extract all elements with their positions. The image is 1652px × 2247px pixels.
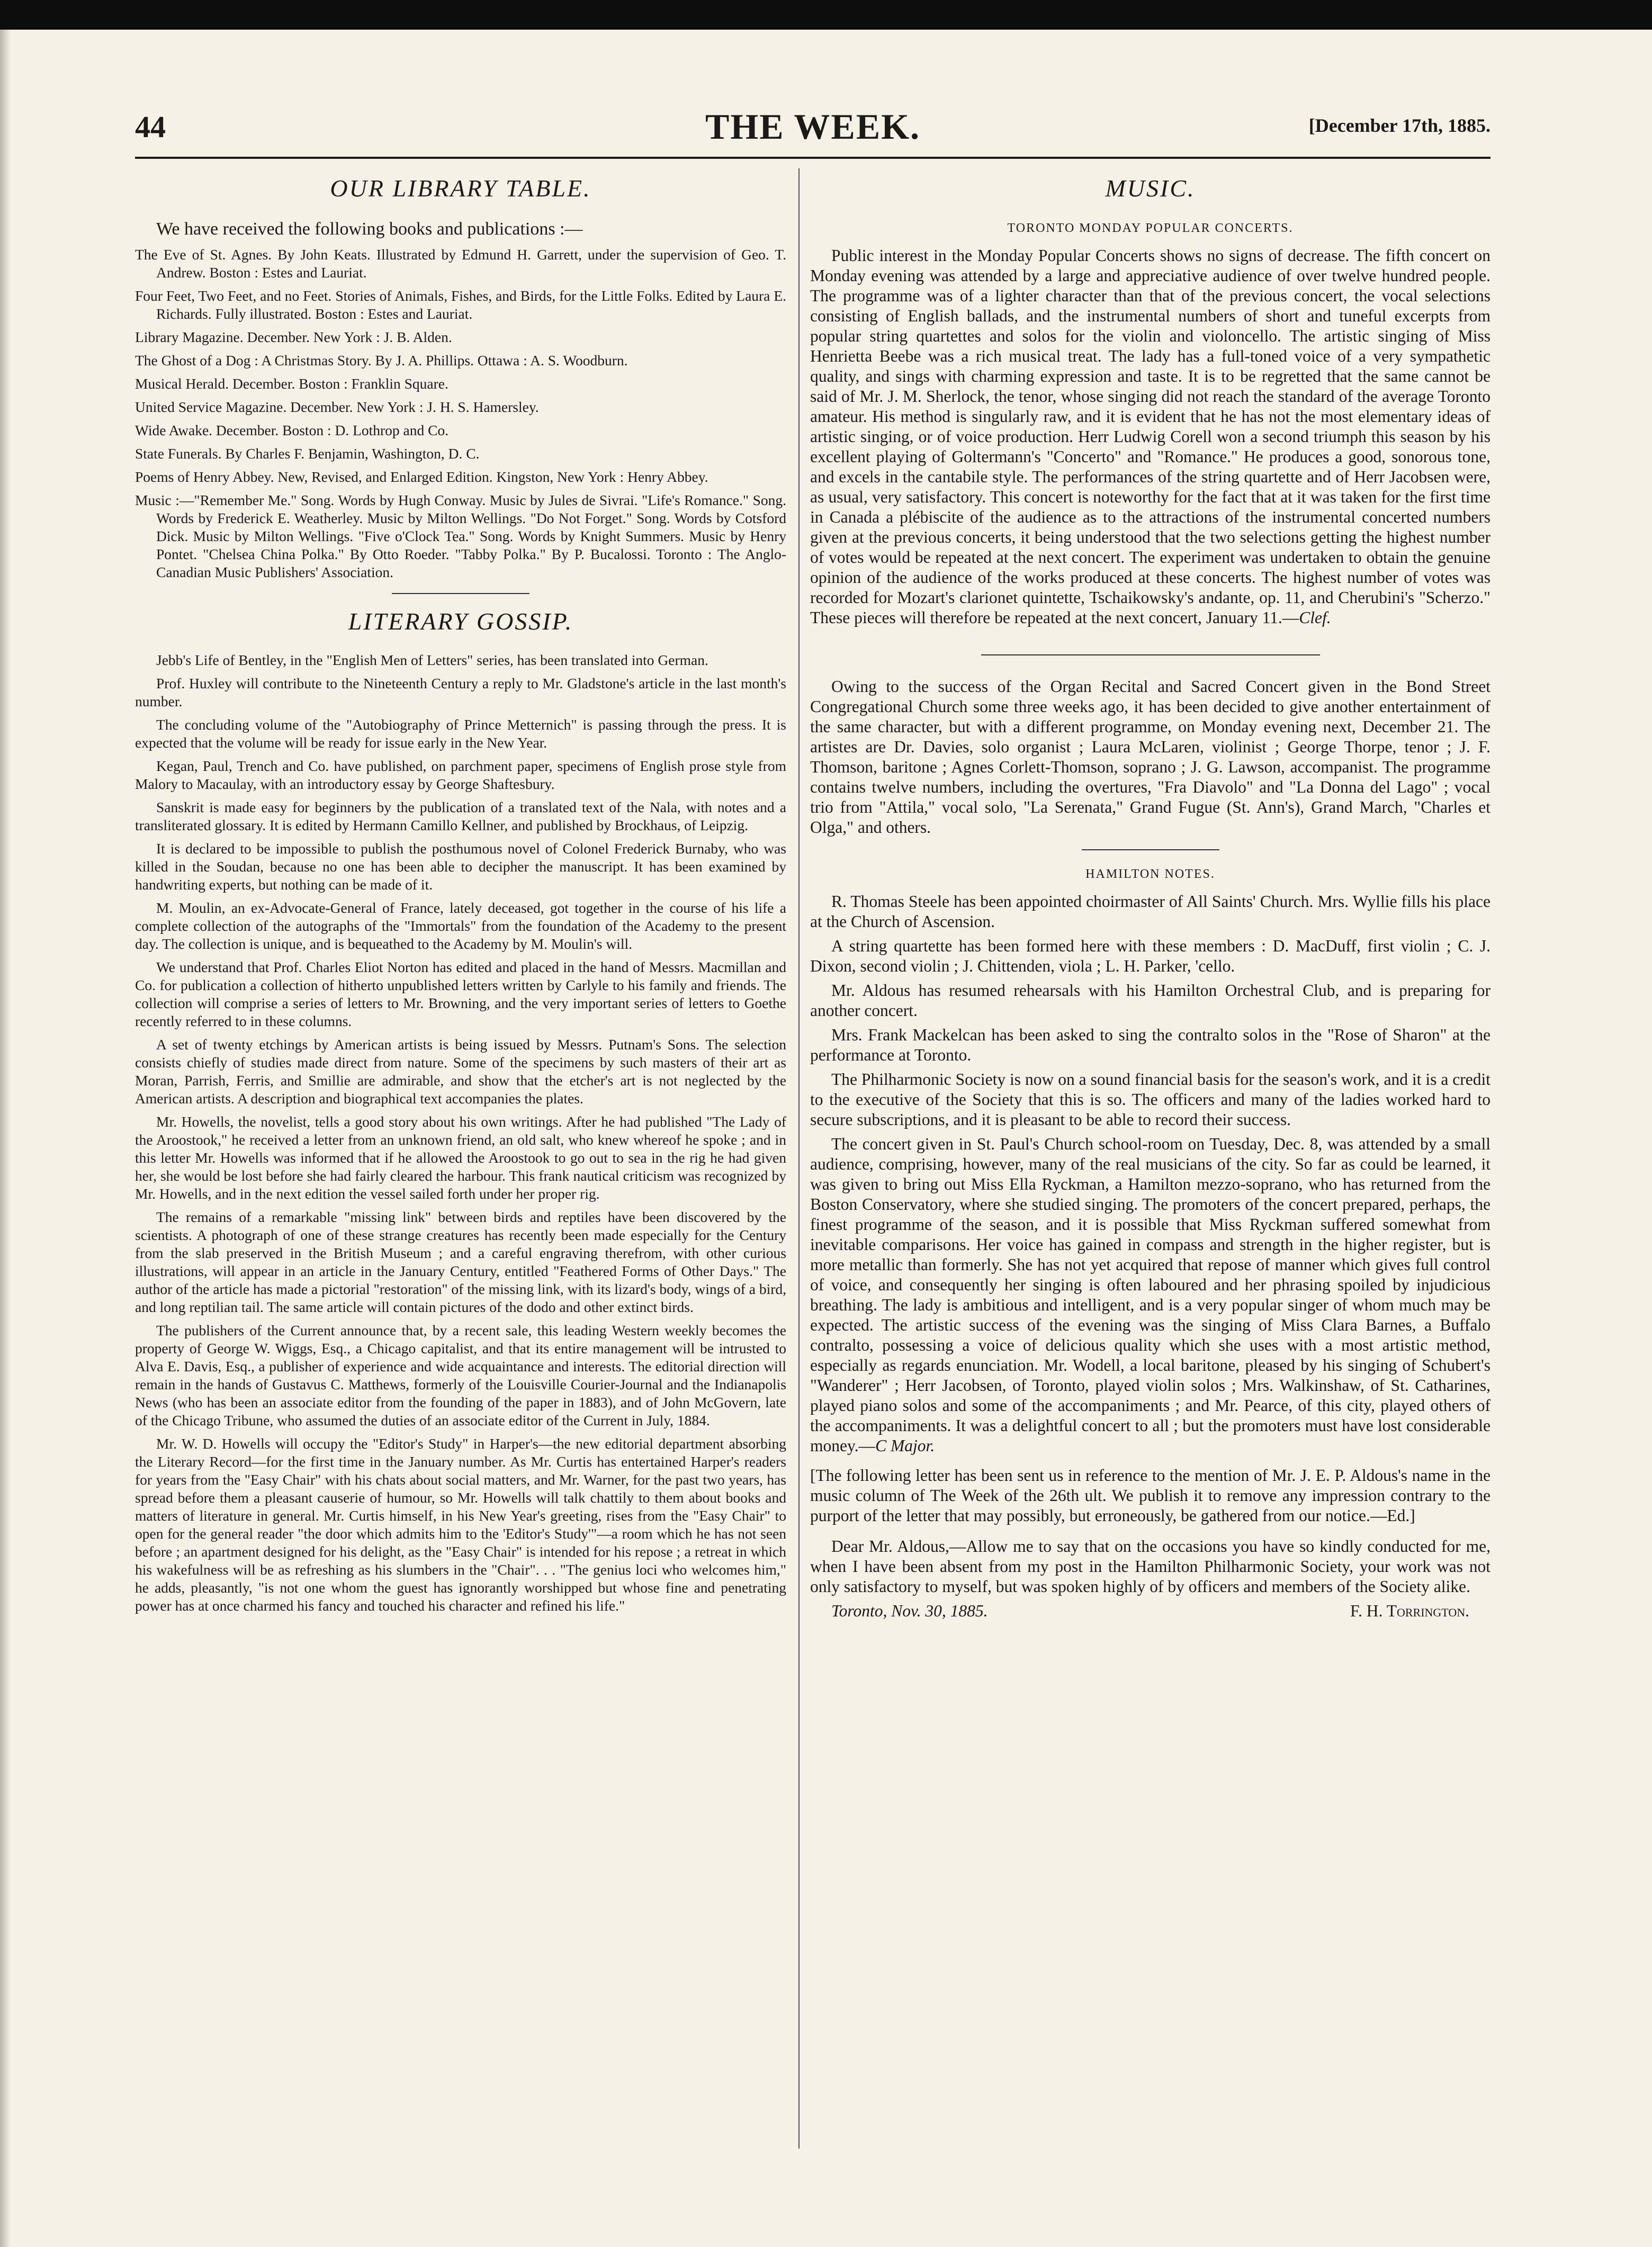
library-table-list xyxy=(135,246,786,581)
letter-body: Dear Mr. Aldous,—Allow me to say that on the occasions you have so kindly conducted for me, when I have been absent from my post in the Hamilton Philharmonic Society, your work was not only satisfactory to myself, but was spoken highly of by officers and members of the Society alike. xyxy=(810,1537,1491,1596)
issue-date: [December 17th, 1885. xyxy=(1308,115,1491,136)
library-table-title: OUR LIBRARY TABLE. xyxy=(330,175,591,202)
letter-signature: F. H. Torrington. xyxy=(1350,1602,1469,1620)
literary-gossip-title: LITERARY GOSSIP. xyxy=(348,608,573,635)
section-rule xyxy=(981,654,1320,655)
hamilton-notes-subtitle: HAMILTON NOTES. xyxy=(1085,867,1215,881)
list-item: Musical Herald. December. Boston : Franklin Square. xyxy=(135,375,448,392)
monday-concerts-article xyxy=(810,246,1491,628)
page-number: 44 xyxy=(135,110,166,144)
left-column xyxy=(135,168,786,2233)
gossip-paragraph: Kegan, Paul, Trench and Co. have published, on parchment paper, specimens of English prose style from Malory to Macaulay, with an introductory essay by George Shaftesbury. xyxy=(135,758,786,792)
list-item: Wide Awake. December. Boston : D. Lothrop and Co. xyxy=(135,422,449,438)
section-rule xyxy=(1082,849,1219,850)
list-item: The Eve of St. Agnes. By John Keats. Illustrated by Edmund H. Garrett, under the supervision of Geo. T. Andrew. Boston : Estes and Lauriat. xyxy=(135,246,786,281)
monday-concerts-subtitle: TORONTO MONDAY POPULAR CONCERTS. xyxy=(1007,221,1294,235)
scan-top-border xyxy=(0,0,1652,30)
monday-concerts-signature: Clef. xyxy=(1299,608,1331,627)
list-item: United Service Magazine. December. New York : J. H. S. Hamersley. xyxy=(135,399,539,415)
hamilton-paragraph xyxy=(810,1134,1491,1456)
scan-gutter-shadow xyxy=(0,30,11,2247)
hamilton-paragraph: The Philharmonic Society is now on a sound financial basis for the season's work, and it is a credit to the executive of the Society that this is so. The officers and many of the ladies worked hard to secure subscriptions, and it is pleasant to be able to record their success. xyxy=(810,1070,1491,1129)
list-item: Music :—"Remember Me." Song. Words by Hugh Conway. Music by Jules de Sivrai. "Life's Romance." Song. Words by Frederick E. Weatherley. Music by Milton Wellings. "Do Not Forget." Song. Words by Cotsford Dick. Music by Milton Wellings. "Five o'Clock Tea." Song. Words by Knight Summers. Music by Henry Pontet. "Chelsea China Polka." By Otto Roeder. "Tabby Polka." By P. Bucalossi. Toronto : The Anglo-Canadian Music Publishers' Association. xyxy=(135,492,786,580)
gossip-paragraph: Sanskrit is made easy for beginners by the publication of a translated text of the Nala, with notes and a transliterated glossary. It is edited by Hermann Camillo Kellner, and published by Brockhaus, of Leipzig. xyxy=(135,799,786,833)
gossip-paragraph: It is declared to be impossible to publish the posthumous novel of Colonel Frederick Burnaby, who was killed in the Soudan, because no one has been able to decipher the manuscript. It has been examined by handwriting experts, but nothing can be made of it. xyxy=(135,840,786,893)
hamilton-paragraph: Mr. Aldous has resumed rehearsals with his Hamilton Orchestral Club, and is preparing for another concert. xyxy=(810,981,1491,1020)
monday-concerts-text: Public interest in the Monday Popular Concerts shows no signs of decrease. The fifth concert on Monday evening was attended by a large and appreciative audience of over twelve hundred people. The programme was of a lighter character than that of the previous concert, the vocal selections consisting of English ballads, and the instrumental numbers of short and tuneful excerpts from popular string quartettes and solos for the violin and violoncello. The artistic singing of Miss Henrietta Beebe was a rich musical treat. The lady has a full-toned voice of a very sympathetic quality, and sings with charming expression and taste. It is to be regretted that the same cannot be said of Mr. J. M. Sherlock, the tenor, whose singing did not reach the standard of the average Toronto amateur. His method is singularly raw, and it is evident that he has not the most elementary ideas of artistic singing, or of voice production. Herr Ludwig Corell won a second triumph this season by his excellent playing of Goltermann's "Concerto" and "Romance." He produces a good, sonorous tone, and excels in the cantabile style. The performances of the string quartette and of Herr Jacobsen were, as usual, very satisfactory. This concert is noteworthy for the fact that at it was taken for the first time in Canada a plébiscite of the audience as to the attractions of the instrumental concerted numbers given at the previous concerts, it being understood that the two selections getting the highest number of votes would be repeated at the next concert. The experiment was undertaken to obtain the genuine opinion of the audience of the works produced at these concerts. The highest number of votes was recorded for Mozart's clarionet quintette, Tschaikowsky's andante, op. 11, and Cherubini's "Scherzo." These pieces will therefore be repeated at the next concert, January 11.— xyxy=(810,246,1491,627)
list-item: State Funerals. By Charles F. Benjamin, Washington, D. C. xyxy=(135,445,480,462)
hamilton-concert-text: The concert given in St. Paul's Church school-room on Tuesday, Dec. 8, was attended by a small audience, comprising, however, many of the real musicians of the city. So far as could be learned, it was given to bring out Miss Ella Ryckman, a Hamilton mezzo-soprano, who has returned from the Boston Conservatory, where she studied singing. The promoters of the concert prepared, perhaps, the finest programme of the season, and it is possible that Miss Ryckman suffered somewhat from inevitable comparisons. Her voice has gained in compass and strength in the higher register, but is more metallic than formerly. She has not yet acquired that repose of manner which gives full control of voice, and consequently her singing is often laboured and her phrasing spoiled by injudicious breathing. The lady is ambitious and intelligent, and is a very popular singer of whom much may be expected. The artistic success of the evening was the singing of Miss Clara Barnes, a Buffalo contralto, possessing a voice of delicious quality which she uses with a most artistic method, especially as regards enunciation. Mr. Wodell, a local baritone, pleased by his singing of Schubert's "Wanderer" ; Herr Jacobsen, of Toronto, played violin solos ; Mrs. Walkinshaw, of St. Catharines, played piano solos and some of the accompaniments ; and Mr. Pearce, of this city, played others of the accompaniments. It was a delightful concert to all ; but the promoters must have lost considerable money.— xyxy=(810,1135,1491,1455)
header-rule xyxy=(135,157,1491,159)
hamilton-paragraph: Mrs. Frank Mackelcan has been asked to sing the contralto solos in the "Rose of Sharon" at the performance at Toronto. xyxy=(810,1026,1491,1064)
hamilton-signature: C Major. xyxy=(875,1436,935,1455)
organ-recital-article: Owing to the success of the Organ Recital and Sacred Concert given in the Bond Street Congregational Church some three weeks ago, it has been decided to give another entertainment of the same character, but with a different programme, on Monday evening next, December 21. The artistes are Dr. Davies, solo organist ; Laura McLaren, violinist ; George Thorpe, tenor ; J. F. Thomson, baritone ; Agnes Corlett-Thomson, soprano ; J. G. Lawson, accompanist. The programme contains twelve numbers, including the overtures, "Fra Diavolo" and "La Donna del Lago" ; vocal trio from "Attila," vocal solo, "La Serenata," Grand Fugue (St. Ann's), Grand March, "Charles et Olga," and others. xyxy=(810,677,1491,837)
column-divider xyxy=(798,168,800,2149)
page-header xyxy=(135,106,1491,154)
gossip-paragraph: Mr. Howells, the novelist, tells a good story about his own writings. After he had published "The Lady of the Aroostook," he received a letter from an unknown friend, an old salt, who knew whereof he spoke ; and in this letter Mr. Howells was informed that if he allowed the Aroostook to go out to sea in the rig he had given her, she would be lost before she had fairly cleared the harbour. This frank nautical criticism was recognized by Mr. Howells, and in the next edition the vessel sailed forth under her proper rig. xyxy=(135,1113,786,1202)
list-item: Four Feet, Two Feet, and no Feet. Stories of Animals, Fishes, and Birds, for the Little Folks. Edited by Laura E. Richards. Fully illustrated. Boston : Estes and Lauriat. xyxy=(135,287,786,322)
literary-gossip-body xyxy=(135,651,786,1615)
letter-dateline: Toronto, Nov. 30, 1885. xyxy=(831,1602,988,1620)
gossip-paragraph: The remains of a remarkable "missing link" between birds and reptiles have been discovered by the scientists. A photograph of one of these strange creatures has recently been made especially for the Century from the slab preserved in the British Museum ; and a careful engraving therefrom, with other curious illustrations, will appear in an article in the January Century, entitled "Feathered Forms of Other Days." The author of the article has made a pictorial "restoration" of the missing link, with its lizard's body, wings of a bird, and long reptilian tail. The same article will contain pictures of the dodo and other extinct birds. xyxy=(135,1209,786,1315)
journal-title: THE WEEK. xyxy=(705,106,920,147)
section-rule xyxy=(392,593,529,594)
gossip-paragraph: Prof. Huxley will contribute to the Nineteenth Century a reply to Mr. Gladstone's article in the last month's number. xyxy=(135,675,786,709)
gossip-paragraph: Mr. W. D. Howells will occupy the "Editor's Study" in Harper's—the new editorial department absorbing the Literary Record—for the first time in the January number. As Mr. Curtis has entertained Harper's readers for years from the "Easy Chair" with his chats about social matters, and Mr. Warner, for the past two years, has spread before them a pleasant causerie of humour, so Mr. Howells will talk chattily to them about books and matters of literature in general. Mr. Curtis himself, in his New Year's greeting, rises from the "Easy Chair" to open for the general reader "the door which admits him to the 'Editor's Study'"—a room which he has not seen before ; an apartment designed for his delight, as the "Easy Chair" is intended for his repose ; a retreat in which his wakefulness will be as refreshing as his slumbers in the "Chair". . . "The genius loci who welcomes him," he adds, pleasantly, "is not one whom the guest has ignorantly worshipped but whose fine and penetrating power has at once charmed his fancy and touched his character and refined his life." xyxy=(135,1435,786,1614)
gossip-paragraph: M. Moulin, an ex-Advocate-General of France, lately deceased, got together in the course of his life a complete collection of the autographs of the "Immortals" from the foundation of the Academy to the present day. The collection is unique, and is bequeathed to the Academy by M. Moulin's will. xyxy=(135,900,786,952)
letter-signoff xyxy=(810,1601,1491,1622)
right-column xyxy=(810,168,1491,2233)
editor-note: [The following letter has been sent us in reference to the mention of Mr. J. E. P. Aldous's name in the music column of The Week of the 26th ult. We publish it to remove any impression contrary to the purport of the letter that may possibly, but erroneously, be gathered from our notice.—Ed.] xyxy=(810,1466,1491,1525)
gossip-paragraph: A set of twenty etchings by American artists is being issued by Messrs. Putnam's Sons. The selection consists chiefly of studies made direct from nature. Some of the specimens by such masters of their art as Moran, Parrish, Ferris, and Smillie are admirable, and show that the etcher's art is not neglected by the American artists. A description and biographical text accompanies the plates. xyxy=(135,1036,786,1107)
list-item: The Ghost of a Dog : A Christmas Story. By J. A. Phillips. Ottawa : A. S. Woodburn. xyxy=(135,352,628,368)
gossip-paragraph: The concluding volume of the "Autobiography of Prince Metternich" is passing through the press. It is expected that the volume will be ready for issue early in the New Year. xyxy=(135,716,786,751)
library-table-intro: We have received the following books and publications :— xyxy=(156,219,583,239)
list-item: Library Magazine. December. New York : J. B. Alden. xyxy=(135,329,452,345)
hamilton-paragraph: A string quartette has been formed here with these members : D. MacDuff, first violin ; C. J. Dixon, second violin ; J. Chittenden, viola ; L. H. Parker, 'cello. xyxy=(810,937,1491,975)
gossip-paragraph: We understand that Prof. Charles Eliot Norton has edited and placed in the hand of Messrs. Macmillan and Co. for publication a collection of hitherto unpublished letters written by Carlyle to his family and friends. The collection will comprise a series of letters to Mr. Browning, and the very important series of letters to Goethe recently referred to in these columns. xyxy=(135,959,786,1029)
hamilton-paragraph: R. Thomas Steele has been appointed choirmaster of All Saints' Church. Mrs. Wyllie fills his place at the Church of Ascension. xyxy=(810,892,1491,931)
hamilton-notes-body xyxy=(810,892,1491,1456)
list-item: Poems of Henry Abbey. New, Revised, and Enlarged Edition. Kingston, New York : Henry Abbey. xyxy=(135,469,708,485)
gossip-paragraph: Jebb's Life of Bentley, in the "English Men of Letters" series, has been translated into German. xyxy=(156,652,708,668)
music-title: MUSIC. xyxy=(1105,175,1196,202)
gossip-paragraph: The publishers of the Current announce that, by a recent sale, this leading Western weekly becomes the property of George W. Wiggs, Esq., a Chicago capitalist, and that its entire management will be intrusted to Alva E. Davis, Esq., a publisher of experience and wide acquaintance and interests. The editorial direction will remain in the hands of Gustavus C. Matthews, formerly of the Louisville Courier-Journal and the Indianapolis News (who has been an associate editor from the founding of the paper in 1883), and of John McGovern, late of the Chicago Tribune, who assumed the duties of an associate editor of the Current in July, 1884. xyxy=(135,1322,786,1428)
